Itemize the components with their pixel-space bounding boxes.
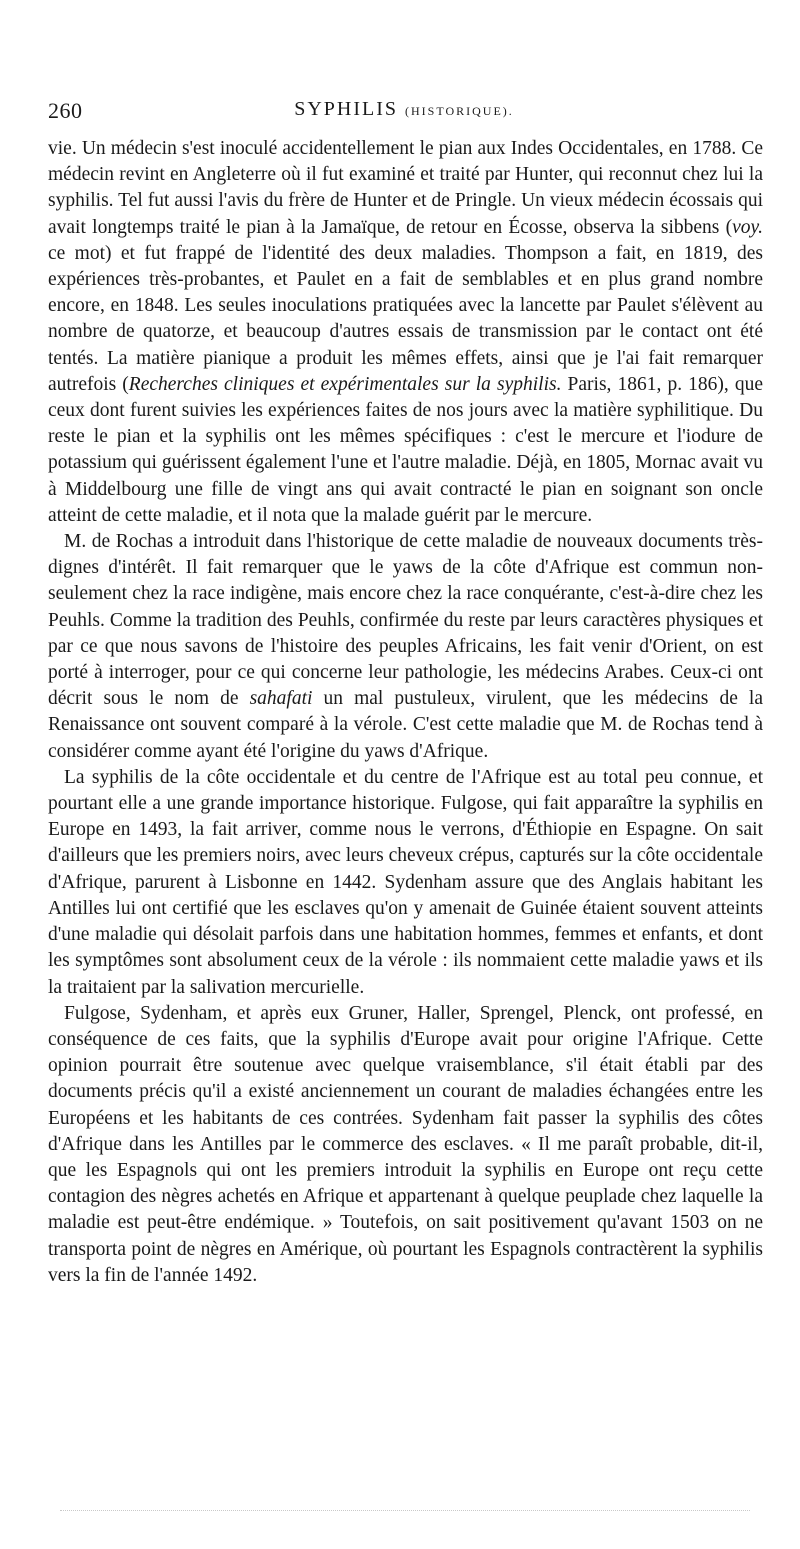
bottom-divider <box>60 1510 750 1511</box>
text-run: vie. Un médecin s'est inoculé accidentellement le pian aux Indes Occidentales, en 1788. Ce médecin revint en Angleterre où il fut examiné et traité par Hunter, qui reconnut chez lui la syphilis. Tel fut aussi l'avis du frère de Hunter et de Pringle. Un vieux médecin écossais qui avait longtemps traité le pian à la Jamaïque, de retour en Écosse, observa la sibbens ( <box>48 138 763 238</box>
paragraph-2 <box>48 529 763 765</box>
running-head <box>48 98 760 121</box>
body-text <box>48 136 763 1289</box>
italic-run: voy. <box>732 216 763 238</box>
paragraph-4 <box>48 1001 763 1289</box>
paragraph-1 <box>48 136 763 529</box>
running-head-subtitle: (HISTORIQUE). <box>405 104 514 118</box>
italic-citation: Recherches cliniques et expérimentales sur la syphilis. <box>128 373 562 395</box>
running-head-title: SYPHILIS <box>294 98 398 120</box>
page-header <box>48 98 760 134</box>
italic-term: sahafati <box>249 688 313 710</box>
text-run: Fulgose, Sydenham, et après eux Gruner, Haller, Sprengel, Plenck, ont professé, en conséquence de ces faits, que la syphilis d'Europe avait pour origine l'Afrique. Cette opinion pourrait être soutenue avec quelque vraisemblance, s'il était établi par des documents précis qu'il a existé anciennement un courant de maladies échangées entre les Européens et les habitants de ces contrées. Sydenham fait passer la syphilis des côtes d'Afrique dans les Antilles par le commerce des esclaves. « Il me paraît probable, dit-il, que les Espagnols qui ont les premiers introduit la syphilis en Europe ont reçu cette contagion des nègres achetés en Afrique et appartenant à quelque peuplade chez laquelle la maladie est peut-être endémique. » Toutefois, on sait positivement qu'avant 1503 on ne transporta point de nègres en Amérique, où pourtant les Espagnols contractèrent la syphilis vers la fin de l'année 1492. <box>48 1002 763 1286</box>
paragraph-3 <box>48 765 763 1001</box>
page-number: 260 <box>48 98 83 123</box>
text-run: M. de Rochas a introduit dans l'historique de cette maladie de nouveaux documents très-dignes d'intérêt. Il fait remarquer que le yaws de la côte d'Afrique est commun non-seulement chez la race indigène, mais encore chez la race conquérante, c'est-à-dire chez les Peuhls. Comme la tradition des Peuhls, confirmée du reste par leurs caractères physiques et par ce que nous savons de l'histoire des peuples Africains, les fait venir d'Orient, on est porté à interroger, pour ce qui concerne leur pathologie, les médecins Arabes. Ceux-ci ont décrit sous le nom de <box>48 531 763 710</box>
text-run: La syphilis de la côte occidentale et du centre de l'Afrique est au total peu connue, et pourtant elle a une grande importance historique. Fulgose, qui fait apparaître la syphilis en Europe en 1493, la fait arriver, comme nous le verrons, d'Éthiopie en Espagne. On sait d'ailleurs que les premiers noirs, avec leurs cheveux crépus, capturés sur la côte occidentale d'Afrique, parurent à Lisbonne en 1442. Sydenham assure que des Anglais habitant les Antilles lui ont certifié que les esclaves qu'on y amenait de Guinée étaient souvent atteints d'une maladie qui désolait parfois dans une habitation hommes, femmes et enfants, et dont les symptômes sont absolument ceux de la vérole : ils nommaient cette maladie yaws et ils la traitaient par la salivation mercurielle. <box>48 766 763 998</box>
text-run: Paris, 1861, p. 186), que ceux dont furent suivies les expériences faites de nos jours avec la matière syphilitique. Du reste le pian et la syphilis ont les mêmes spécifiques : c'est le mercure et l'iodure de potassium qui guérissent également l'une et l'autre maladie. Déjà, en 1805, Mornac avait vu à Middelbourg une fille de vingt ans qui avait contracté le pian en soignant son oncle atteint de cette maladie, et il nota que la malade guérit par le mercure. <box>48 373 763 526</box>
text-run: ce mot) et fut frappé de l'identité des deux maladies. Thompson a fait, en 1819, des expériences très-probantes, et Paulet en a fait de semblables et en plus grand nombre encore, en 1848. Les seules inoculations pratiquées avec la lancette par Paulet s'élèvent au nombre de quatorze, et beaucoup d'autres essais de transmission par le contact ont été tentés. La matière pianique a produit les mêmes effets, ainsi que je l'ai fait remarquer autrefois ( <box>48 242 763 395</box>
text-run: un mal pustuleux, virulent, que les médecins de la Renaissance ont souvent comparé à la vérole. C'est cette maladie que M. de Rochas tend à considérer comme ayant été l'origine du yaws d'Afrique. <box>48 688 764 762</box>
